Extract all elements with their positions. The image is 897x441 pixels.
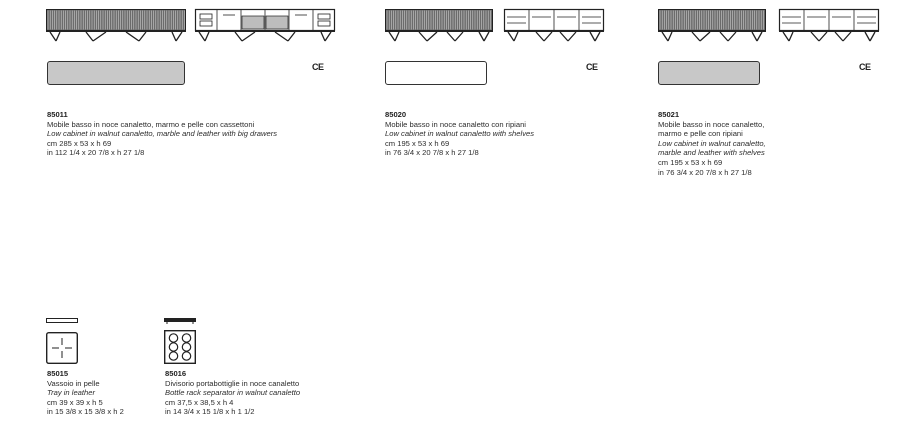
product-name-en: Low cabinet in walnut canaletto with shelves [385, 129, 535, 139]
product-size-in: in 15 3/8 x 15 3/8 x h 2 [47, 407, 124, 417]
ce-mark-85020: CE [586, 62, 598, 72]
product-code: 85015 [47, 369, 69, 378]
product-name-it-line-1: Mobile basso in noce canaletto, [658, 119, 765, 129]
cabinet-85011-front-drawing [46, 9, 186, 43]
product-name-it: Mobile basso in noce canaletto con ripiani [385, 119, 526, 129]
product-code: 85021 [658, 110, 680, 119]
product-description-85015 [47, 369, 124, 417]
product-size-cm: cm 195 x 53 x h 69 [658, 157, 723, 167]
cabinet-85021-front-drawing [658, 9, 766, 43]
product-name-it: Vassoio in pelle [47, 378, 100, 388]
cabinet-85020-open-drawing [504, 9, 604, 43]
cabinet-85021-top-view [658, 61, 760, 85]
product-description-85021 [658, 110, 766, 177]
product-name-en-line-1: Low cabinet in walnut canaletto, [658, 138, 766, 148]
product-code: 85016 [165, 369, 187, 378]
product-name-en: Low cabinet in walnut canaletto, marble and leather with big drawers [47, 129, 278, 139]
product-size-in: in 76 3/4 x 20 7/8 x h 27 1/8 [385, 148, 479, 158]
product-size-in: in 76 3/4 x 20 7/8 x h 27 1/8 [658, 167, 752, 177]
cabinet-85011-top-view [47, 61, 185, 85]
product-name-en-line-2: marble and leather with shelves [658, 148, 765, 158]
ce-mark-85021: CE [859, 62, 871, 72]
product-name-it-line-2: marmo e pelle con ripiani [658, 129, 743, 139]
product-size-cm: cm 285 x 53 x h 69 [47, 138, 112, 148]
product-size-cm: cm 37,5 x 38,5 x h 4 [165, 397, 234, 407]
cabinet-85020-front-drawing [385, 9, 493, 43]
product-name-it: Mobile basso in noce canaletto, marmo e pelle con cassettoni [47, 119, 255, 129]
product-name-en: Tray in leather [47, 388, 95, 398]
tray-85015-side-drawing [46, 318, 78, 324]
product-description-85020 [385, 110, 534, 158]
cabinet-85011-open-drawing [195, 9, 335, 43]
product-code: 85011 [47, 110, 68, 119]
product-size-in: in 14 3/4 x 15 1/8 x h 1 1/2 [165, 407, 255, 417]
bottle-rack-85016-top-drawing [164, 330, 196, 364]
tray-85015-top-drawing [46, 332, 78, 364]
product-description-85011 [47, 110, 277, 158]
ce-mark-85011: CE [312, 62, 324, 72]
cabinet-85021-open-drawing [779, 9, 879, 43]
product-size-in: in 112 1/4 x 20 7/8 x h 27 1/8 [47, 148, 145, 158]
product-size-cm: cm 39 x 39 x h 5 [47, 397, 103, 407]
product-name-en: Bottle rack separator in walnut canaletto [165, 388, 301, 398]
cabinet-85020-top-view [385, 61, 487, 85]
product-code: 85020 [385, 110, 407, 119]
product-description-85016 [165, 369, 300, 417]
product-size-cm: cm 195 x 53 x h 69 [385, 138, 450, 148]
product-name-it: Divisorio portabottiglie in noce canaletto [165, 378, 300, 388]
bottle-rack-85016-side-drawing [164, 318, 196, 324]
